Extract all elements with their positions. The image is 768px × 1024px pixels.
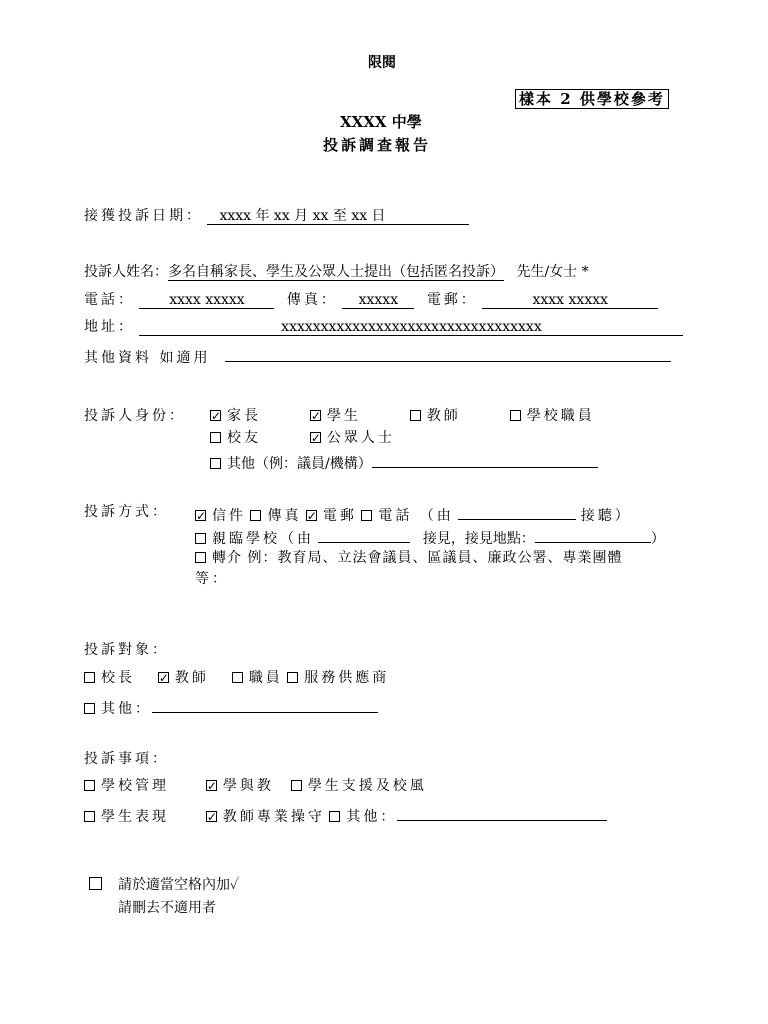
target-row-1	[84, 669, 389, 687]
target-other-label: 其他：	[101, 701, 152, 717]
target-other-checkbox[interactable]	[84, 703, 95, 714]
receipt-date-label: 接獲投訴日期：	[84, 208, 203, 224]
admin-checkbox[interactable]	[84, 780, 95, 791]
visit-location-field[interactable]	[535, 526, 651, 543]
address-field[interactable]: xxxxxxxxxxxxxxxxxxxxxxxxxxxxxxxxx	[139, 319, 683, 336]
contact-row	[84, 291, 658, 309]
email-label: 電郵：	[426, 292, 478, 308]
note-checkbox-sample	[89, 877, 102, 890]
restricted-label: 限閱	[368, 55, 396, 71]
matters-other-checkbox[interactable]	[329, 811, 340, 822]
principal-checkbox[interactable]	[84, 672, 95, 683]
email-field[interactable]: xxxx xxxxx	[482, 292, 658, 309]
matters-row-2	[84, 804, 607, 826]
method-fax-label: 傳真	[267, 508, 302, 524]
visit-checkbox[interactable]	[195, 533, 206, 544]
supplier-label: 服務供應商	[304, 670, 390, 686]
school-staff-checkbox[interactable]	[510, 410, 521, 421]
identity-row-1	[210, 407, 595, 425]
other-info-row	[84, 345, 671, 367]
title-suffix: 先生/女士 *	[516, 264, 589, 280]
teaching-checkbox[interactable]	[206, 780, 217, 791]
visit-label: 親臨學校（由	[212, 531, 314, 547]
supplier-checkbox[interactable]	[287, 672, 298, 683]
target-other-field[interactable]	[152, 696, 378, 713]
support-checkbox[interactable]	[291, 780, 302, 791]
matters-other-label: 其他：	[346, 809, 398, 825]
target-label: 投訴對象：	[84, 642, 169, 658]
identity-other-field[interactable]	[372, 451, 598, 468]
teaching-label: 學與教	[222, 778, 274, 794]
identity-row-3	[210, 451, 598, 473]
visit-mid-label: 接見，接見地點：	[422, 531, 535, 547]
sample-label-box: 樣本 2 供學校參考	[515, 89, 669, 109]
matters-label: 投訴事項：	[84, 751, 169, 767]
public-checkbox[interactable]	[310, 432, 321, 443]
target-staff-checkbox[interactable]	[232, 672, 243, 683]
conduct-checkbox[interactable]	[206, 811, 217, 822]
method-row-3	[195, 549, 622, 567]
performance-checkbox[interactable]	[84, 811, 95, 822]
student-checkbox[interactable]	[310, 410, 321, 421]
delete-note: 請刪去不適用者	[118, 900, 216, 916]
alumni-checkbox[interactable]	[210, 432, 221, 443]
school-staff-label: 學校職員	[526, 408, 595, 424]
referral-checkbox[interactable]	[195, 552, 206, 563]
fax-checkbox[interactable]	[250, 510, 261, 521]
matters-other-field[interactable]	[397, 804, 607, 821]
complainant-name-label: 投訴人姓名：	[84, 264, 168, 280]
target-staff-label: 職員	[248, 670, 283, 686]
school-name: XXXX 中學	[340, 113, 422, 131]
identity-other-label: 其他（例：議員/機構）	[227, 456, 372, 472]
fax-label: 傳真：	[286, 292, 338, 308]
fax-field[interactable]: xxxxx	[342, 292, 414, 309]
admin-label: 學校管理	[101, 778, 169, 794]
performance-label: 學生表現	[101, 809, 169, 825]
method-phone-label: 電話 （由	[378, 508, 454, 524]
referral-label: 轉介 例：教育局、立法會議員、區議員、廉政公署、專業團體	[212, 550, 623, 566]
receipt-date-row	[84, 207, 469, 225]
letter-label: 信件	[212, 508, 246, 524]
phone-receiver-field[interactable]	[458, 503, 576, 520]
address-row	[84, 318, 683, 336]
complainant-name-row	[84, 263, 589, 281]
tick-note-row	[89, 876, 239, 894]
address-label: 地址：	[84, 319, 135, 335]
letter-checkbox[interactable]	[195, 510, 206, 521]
method-row-2	[195, 526, 665, 548]
principal-label: 校長	[101, 670, 135, 686]
identity-row-2	[210, 429, 395, 447]
alumni-label: 校友	[227, 430, 261, 446]
referral-cont: 等：	[195, 571, 229, 587]
visit-end-label: ）	[650, 531, 665, 547]
matters-row-1	[84, 777, 427, 795]
phone-field[interactable]: xxxx xxxxx	[139, 292, 274, 309]
phone-label: 電話：	[84, 292, 135, 308]
receipt-date-field[interactable]: xxxx 年 xx 月 xx 至 xx 日	[207, 208, 469, 225]
teacher-label: 教師	[426, 408, 461, 424]
target-teacher-checkbox[interactable]	[158, 672, 169, 683]
public-label: 公眾人士	[326, 430, 395, 446]
parent-checkbox[interactable]	[210, 410, 221, 421]
visit-receiver-field[interactable]	[318, 526, 410, 543]
other-info-field[interactable]	[225, 345, 671, 362]
phone-end-label: 接聽）	[580, 508, 632, 524]
report-title: 投訴調查報告	[323, 136, 432, 154]
student-label: 學生	[326, 408, 361, 424]
target-teacher-label: 教師	[174, 670, 209, 686]
email-checkbox[interactable]	[306, 510, 317, 521]
target-row-2	[84, 696, 378, 718]
teacher-checkbox[interactable]	[410, 410, 421, 421]
tick-note: 請於適當空格內加✓	[118, 877, 240, 893]
method-label: 投訴方式：	[84, 504, 169, 520]
complainant-name-field[interactable]: 多名自稱家長、學生及公眾人士提出（包括匿名投訴）	[168, 264, 504, 280]
method-row-1	[195, 503, 632, 525]
identity-other-checkbox[interactable]	[210, 458, 221, 469]
support-label: 學生支援及校風	[307, 778, 427, 794]
other-info-label: 其他資料 如適用	[84, 350, 211, 366]
parent-label: 家長	[227, 408, 261, 424]
conduct-label: 教師專業操守	[222, 809, 325, 825]
identity-label: 投訴人身份：	[84, 408, 186, 424]
phone-checkbox[interactable]	[361, 510, 372, 521]
method-email-label: 電郵	[322, 508, 357, 524]
